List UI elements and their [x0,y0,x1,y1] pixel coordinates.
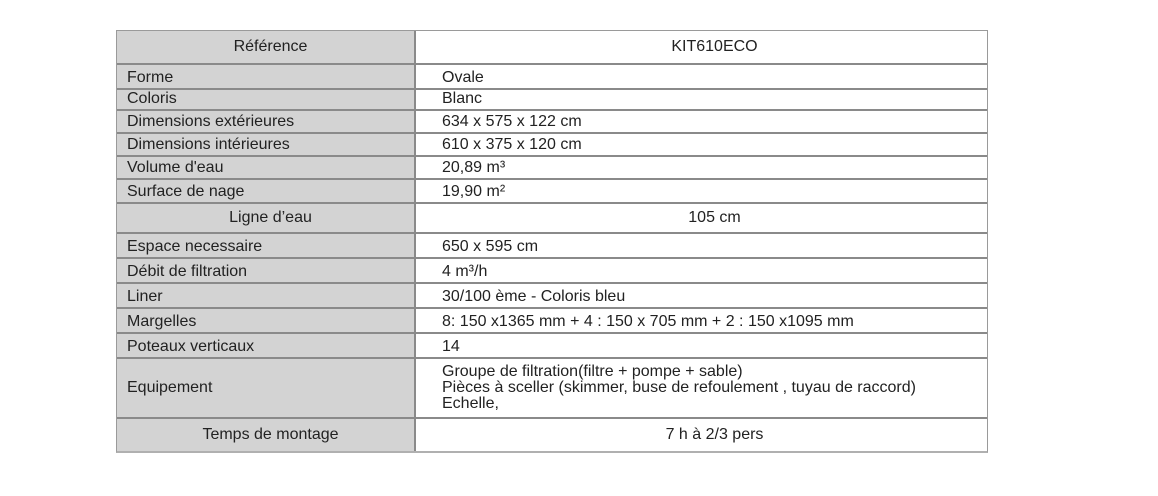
value-line: 8: 150 x1365 mm + 4 : 150 x 705 mm + 2 : 150 x1095 mm [442,313,854,330]
row-label: Liner [117,284,416,307]
row-value [416,157,987,178]
table-row [117,132,987,155]
row-label: Poteaux verticaux [117,334,416,357]
row-value [416,180,987,202]
value-line: Groupe de filtration(filtre + pompe + sable) [442,362,743,380]
value-line: 610 x 375 x 120 cm [442,136,582,153]
table-row [117,155,987,178]
row-label: Dimensions intérieures [117,134,416,155]
value-line: KIT610ECO [671,37,758,55]
row-value [416,65,987,88]
row-label: Débit de filtration [117,259,416,282]
row-value [416,134,987,155]
table-row [117,332,987,357]
table-row [117,257,987,282]
value-line: 634 x 575 x 122 cm [442,113,582,130]
row-label: Volume d'eau [117,157,416,178]
table-row [117,178,987,202]
table-row [117,31,987,63]
table-row [117,109,987,132]
row-value [416,419,987,451]
value-line: 19,90 m² [442,183,506,200]
row-value [416,284,987,307]
row-value [416,334,987,357]
row-label: Margelles [117,309,416,332]
value-line: 7 h à 2/3 pers [665,425,764,443]
value-line: 4 m³/h [442,263,488,280]
row-label: Dimensions extérieures [117,111,416,132]
row-label: Espace necessaire [117,234,416,257]
row-value [416,111,987,132]
table-row [117,63,987,88]
value-line: 14 [442,338,460,355]
row-label: Forme [117,65,416,88]
table-row [117,307,987,332]
value-line: 105 cm [688,208,741,226]
row-value [416,359,987,417]
specs-table [116,30,988,453]
row-label: Surface de nage [117,180,416,202]
row-value [416,309,987,332]
table-row [117,417,987,451]
value-line: Ovale [442,69,484,86]
value-line: 650 x 595 cm [442,238,539,255]
value-line: Pièces à sceller (skimmer, buse de refoulement , tuyau de raccord) [442,378,916,396]
row-label: Ligne d’eau [117,204,416,232]
row-value [416,31,987,63]
table-row [117,88,987,109]
row-label: Temps de montage [117,419,416,451]
row-value [416,259,987,282]
value-line: Echelle, [442,394,499,412]
row-label: Equipement [117,359,416,417]
value-line: 20,89 m³ [442,159,506,176]
value-line: 30/100 ème - Coloris bleu [442,288,626,305]
row-value [416,204,987,232]
table-row [117,282,987,307]
table-row [117,202,987,232]
table-row [117,357,987,417]
row-value [416,234,987,257]
row-label: Coloris [117,90,416,109]
value-line: Blanc [442,90,483,107]
row-label: Référence [117,31,416,63]
row-value [416,90,987,109]
table-row [117,232,987,257]
